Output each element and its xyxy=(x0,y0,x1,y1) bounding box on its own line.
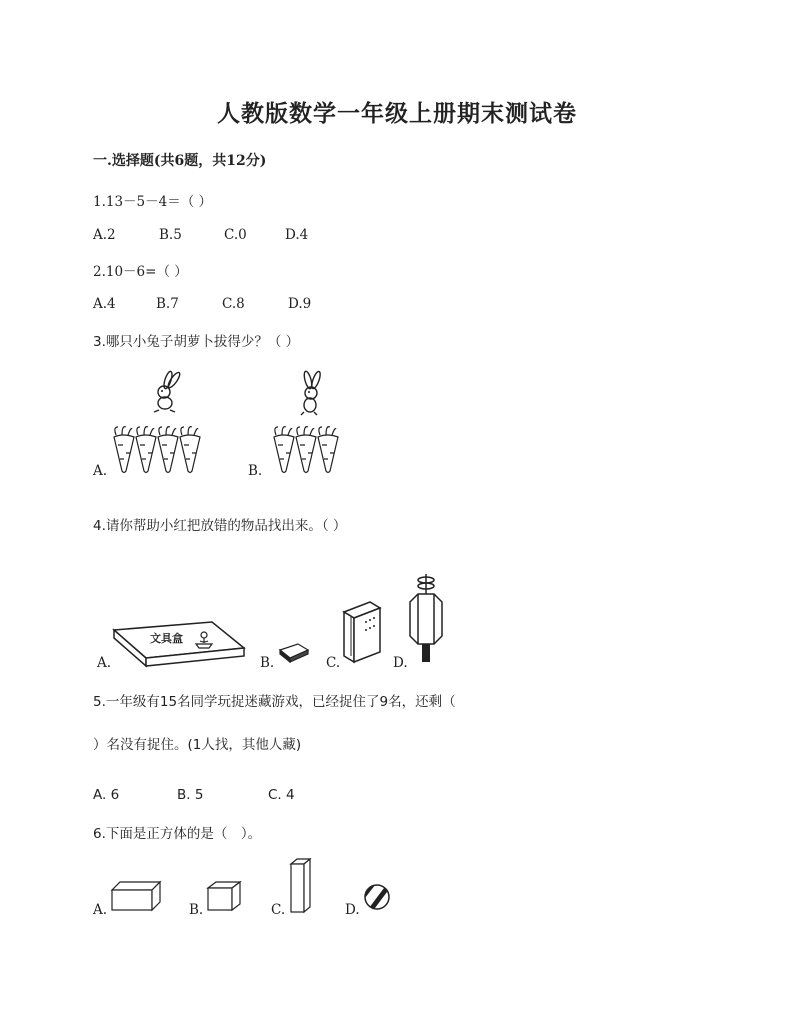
question-6-stem: 6.下面是正方体的是（ ）。 xyxy=(93,826,262,842)
question-3-stem: 3.哪只小兔子胡萝卜拔得少？（ ） xyxy=(93,334,300,350)
q4-option-d[interactable]: D. xyxy=(393,655,408,671)
q1-option-b[interactable]: B.5 xyxy=(159,227,182,243)
q1-option-c[interactable]: C.0 xyxy=(224,227,247,243)
q1-option-d[interactable]: D.4 xyxy=(285,227,309,243)
q5-option-a[interactable]: A. 6 xyxy=(93,787,120,803)
q4-option-c[interactable]: C. xyxy=(326,655,341,671)
prism-icon xyxy=(288,856,314,916)
q5-option-c[interactable]: C. 4 xyxy=(268,787,295,803)
q5-option-b[interactable]: B. 5 xyxy=(177,787,204,803)
section-heading: 一.选择题(共6题，共12分) xyxy=(93,153,267,169)
q1-option-a[interactable]: A.2 xyxy=(93,227,116,243)
q2-option-d[interactable]: D.9 xyxy=(288,296,312,312)
carrot-icon xyxy=(296,427,316,473)
q6-option-d[interactable]: D. xyxy=(345,902,360,918)
question-4-stem: 4.请你帮助小红把放错的物品找出来。（ ） xyxy=(93,518,347,534)
carrot-icon xyxy=(158,427,178,473)
rabbit-icon xyxy=(294,370,330,416)
q3-option-a[interactable]: A. xyxy=(93,463,108,479)
q2-option-b[interactable]: B.7 xyxy=(156,296,179,312)
q3-option-b[interactable]: B. xyxy=(248,463,263,479)
cuboid-icon xyxy=(110,880,164,914)
pencil-box-label: 文具盒 xyxy=(150,632,183,645)
carrot-group-b xyxy=(270,425,350,475)
carrot-icon xyxy=(274,427,294,473)
q4-option-b[interactable]: B. xyxy=(260,655,275,671)
rabbit-icon xyxy=(146,368,186,414)
eraser-icon xyxy=(276,642,312,664)
carrot-icon xyxy=(136,427,156,473)
q2-option-a[interactable]: A.4 xyxy=(93,296,116,312)
question-1-stem: 1.13－5－4＝（ ） xyxy=(93,194,213,210)
ball-icon xyxy=(363,884,393,912)
carrot-group-a xyxy=(110,425,210,475)
page-title: 人教版数学一年级上册期末测试卷 xyxy=(217,100,577,127)
q4-option-a[interactable]: A. xyxy=(97,655,112,671)
question-5-stem-line2: ）名没有捉住。(1人找，其他人藏) xyxy=(93,737,302,753)
q6-option-c[interactable]: C. xyxy=(271,902,286,918)
carrot-icon xyxy=(180,427,200,473)
question-2-stem: 2.10－6=（ ） xyxy=(93,264,188,280)
book-icon xyxy=(340,598,384,666)
cube-icon xyxy=(206,880,246,914)
carrot-icon xyxy=(318,427,338,473)
pencil-sharpener-icon xyxy=(404,570,448,664)
q6-option-b[interactable]: B. xyxy=(189,902,204,918)
question-5-stem-line1: 5.一年级有15名同学玩捉迷藏游戏，已经捉住了9名，还剩（ xyxy=(93,694,456,710)
q2-option-c[interactable]: C.8 xyxy=(222,296,245,312)
q6-option-a[interactable]: A. xyxy=(93,902,108,918)
carrot-icon xyxy=(114,427,134,473)
pencil-box-icon xyxy=(112,620,248,668)
